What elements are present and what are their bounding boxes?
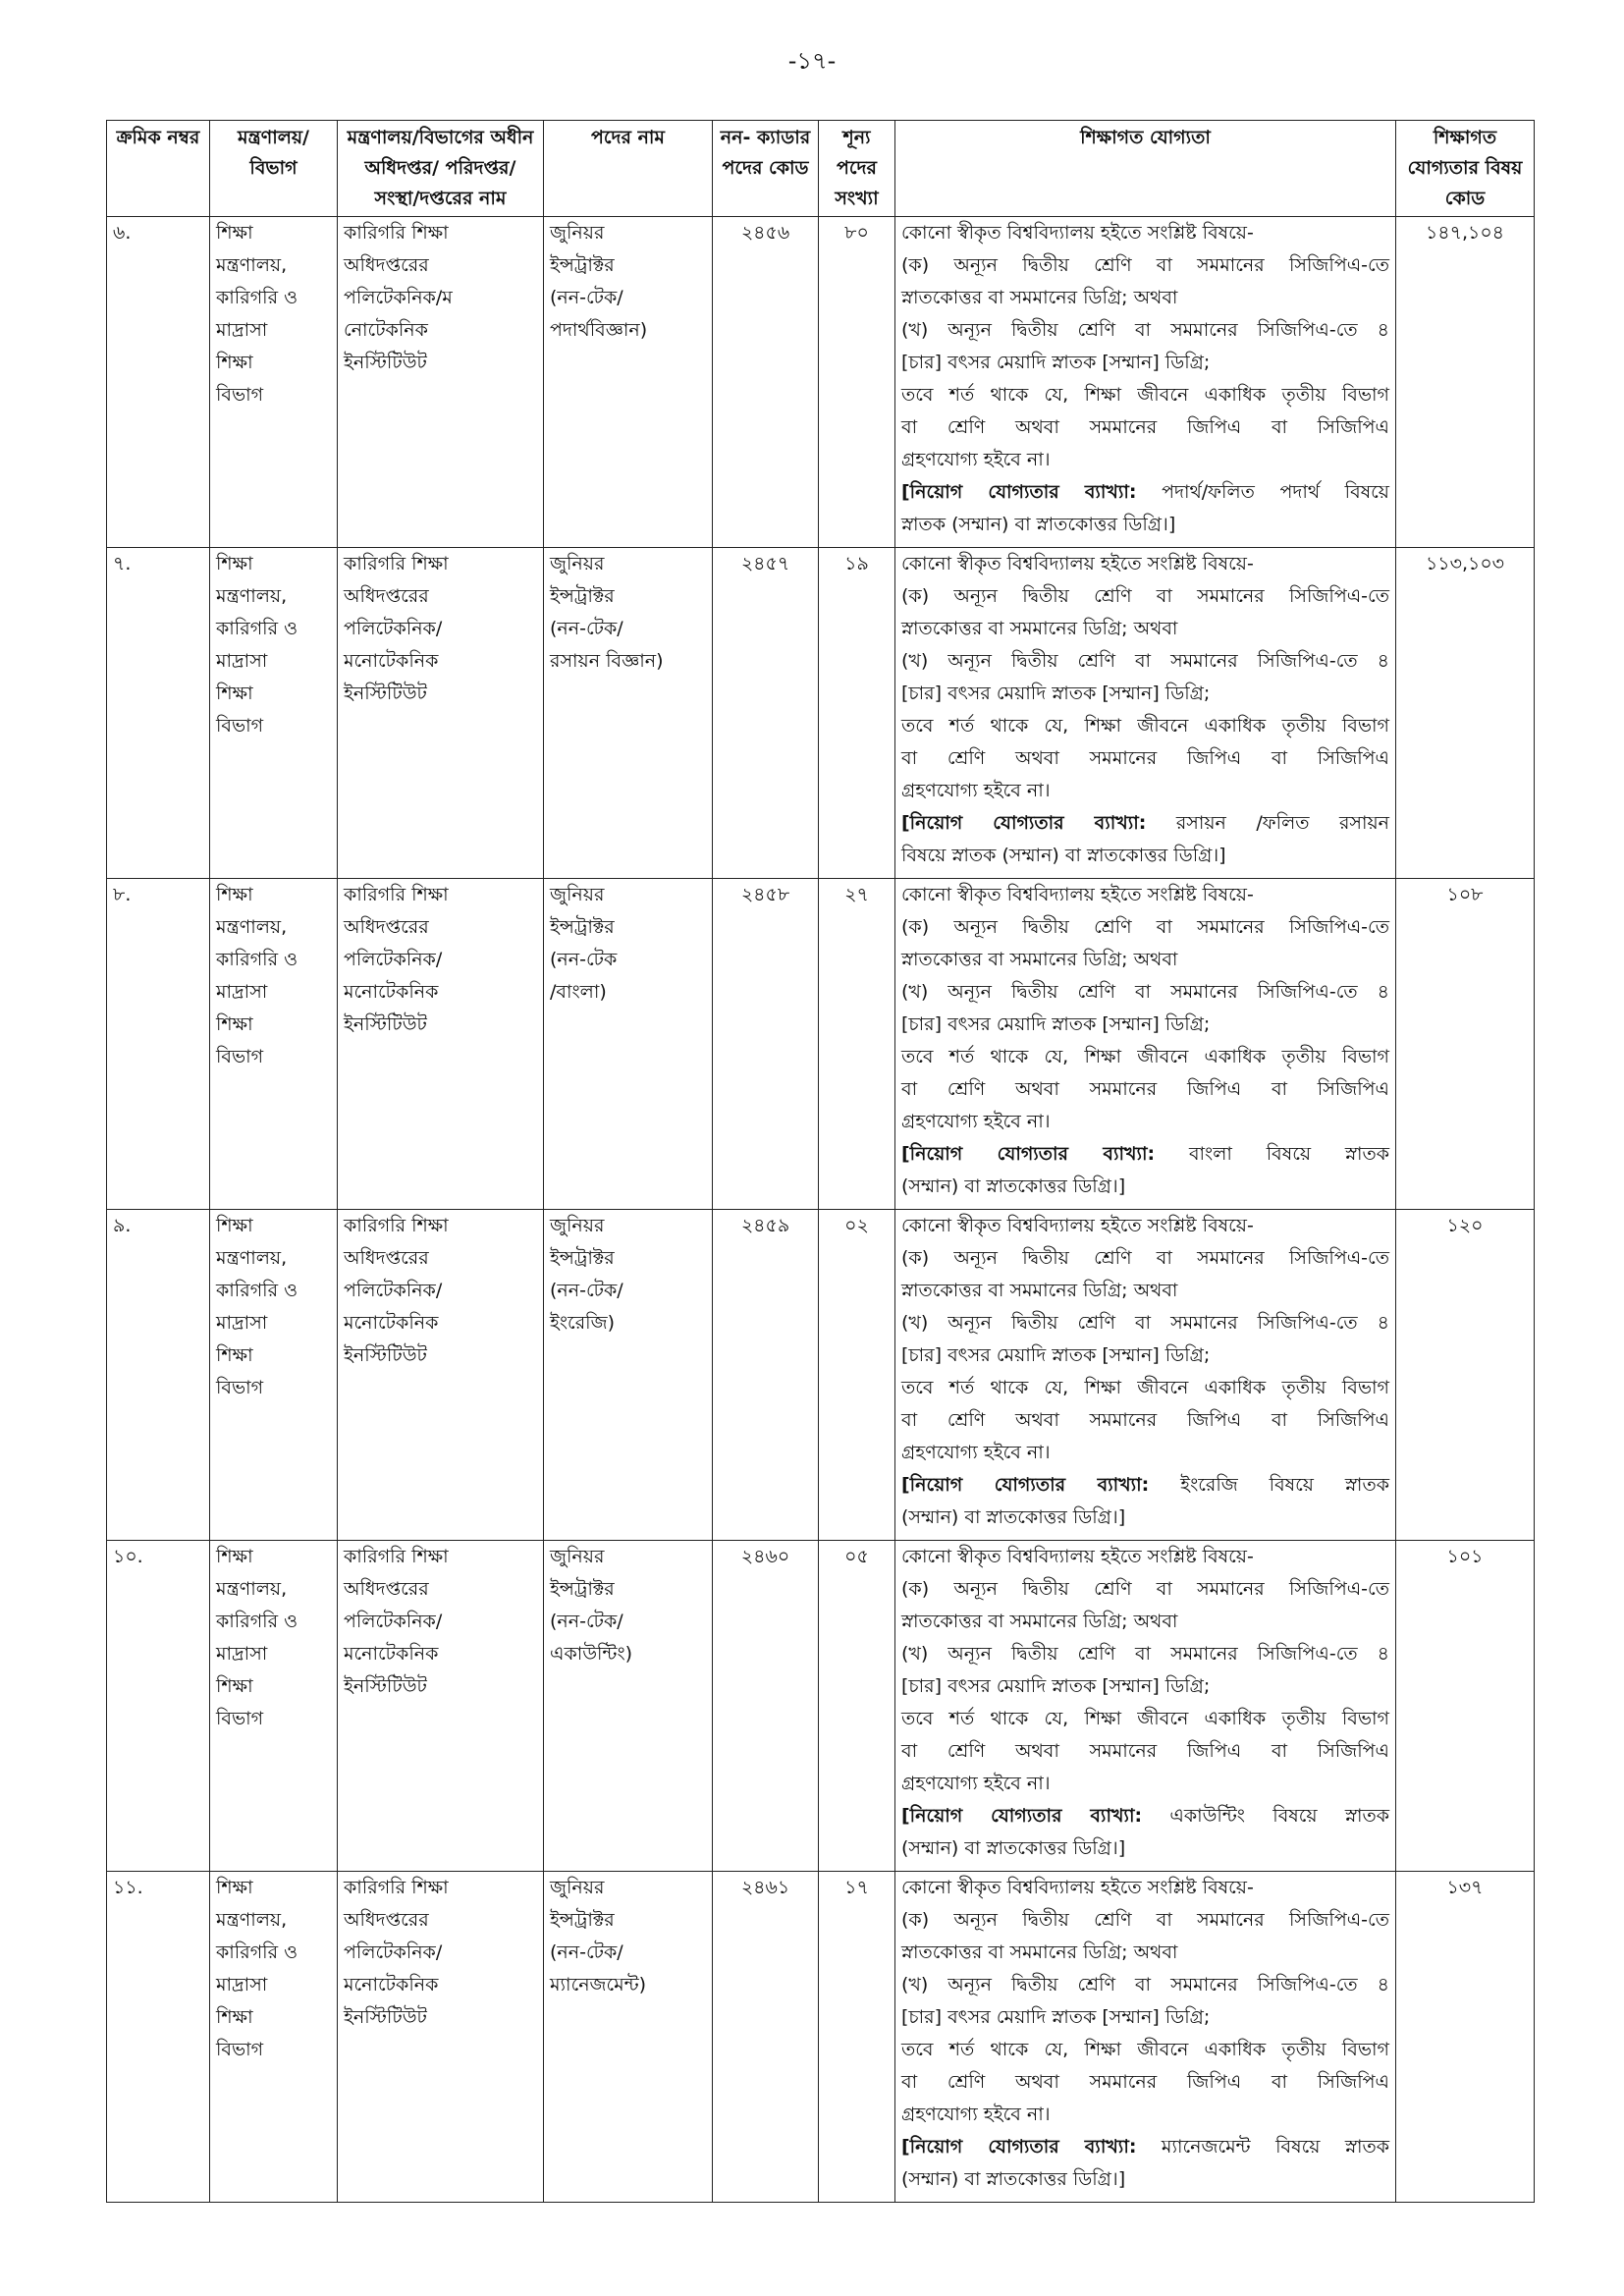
department-line: কারিগরি শিক্ষা bbox=[344, 553, 449, 574]
qualification-line: (খ) অন্যূন দ্বিতীয় শ্রেণি বা সমমানের সিজিপিএ-তে ৪ bbox=[901, 1974, 1389, 1995]
qualification-note-line: (সম্মান) বা স্নাতকোত্তর ডিগ্রি।] bbox=[901, 1837, 1126, 1859]
qualification-line: বা শ্রেণি অথবা সমমানের জিপিএ বা সিজিপিএ bbox=[901, 2071, 1389, 2093]
department-line: কারিগরি শিক্ষা bbox=[344, 1877, 449, 1898]
serial-cell: ৮. bbox=[107, 879, 210, 1210]
ministry-line: মাদ্রাসা bbox=[216, 650, 268, 672]
qualification-line: বা শ্রেণি অথবা সমমানের জিপিএ বা সিজিপিএ bbox=[901, 1409, 1389, 1431]
vacancy-table bbox=[106, 120, 1535, 2203]
department-line: অধিদপ্তরের bbox=[344, 585, 429, 607]
ministry-cell bbox=[210, 548, 338, 879]
ministry-line: শিক্ষা bbox=[216, 1344, 253, 1366]
table-row bbox=[107, 1541, 1535, 1872]
qualification-line: স্নাতকোত্তর বা সমমানের ডিগ্রি; অথবা bbox=[901, 1280, 1178, 1301]
qualification-line: [চার] বৎসর মেয়াদি স্নাতক [সম্মান] ডিগ্রি; bbox=[901, 1344, 1211, 1366]
page-number: -১৭- bbox=[787, 47, 837, 75]
qualification-note-line: (সম্মান) বা স্নাতকোত্তর ডিগ্রি।] bbox=[901, 1506, 1126, 1528]
department-line: ইনস্টিটিউট bbox=[344, 1344, 427, 1366]
qualification-line: বা শ্রেণি অথবা সমমানের জিপিএ বা সিজিপিএ bbox=[901, 416, 1389, 438]
post-code-cell: ২৪৫৮ bbox=[713, 879, 819, 1210]
post-code-cell: ২৪৫৬ bbox=[713, 217, 819, 548]
ministry-line: শিক্ষা bbox=[216, 1215, 253, 1236]
ministry-line: শিক্ষা bbox=[216, 553, 253, 574]
ministry-line: মন্ত্রণালয়, bbox=[216, 585, 288, 607]
qualification-note-line: বিষয়ে স্নাতক (সম্মান) বা স্নাতকোত্তর ডিগ্রি।] bbox=[901, 845, 1226, 866]
qualification-cell bbox=[895, 1210, 1396, 1541]
serial-cell: ৭. bbox=[107, 548, 210, 879]
department-line: মনোটেকনিক bbox=[344, 1974, 439, 1995]
post-code-cell: ২৪৫৯ bbox=[713, 1210, 819, 1541]
note-text: একাউন্টিং বিষয়ে স্নাতক bbox=[1142, 1805, 1390, 1827]
ministry-line: মন্ত্রণালয়, bbox=[216, 1909, 288, 1931]
post-name-line: ইন্সট্রাক্টর bbox=[550, 1578, 615, 1600]
department-line: পলিটেকনিক/ bbox=[344, 618, 443, 639]
qualification-line: স্নাতকোত্তর বা সমমানের ডিগ্রি; অথবা bbox=[901, 949, 1178, 970]
qualification-line: তবে শর্ত থাকে যে, শিক্ষা জীবনে একাধিক তৃতীয় বিভাগ bbox=[901, 2039, 1389, 2060]
subject-code-cell: ১১৩,১০৩ bbox=[1396, 548, 1535, 879]
ministry-line: বিভাগ bbox=[216, 1377, 264, 1398]
department-line: মনোটেকনিক bbox=[344, 981, 439, 1003]
qualification-line: কোনো স্বীকৃত বিশ্ববিদ্যালয় হইতে সংশ্লিষ্ট বিষয়ে- bbox=[901, 1546, 1254, 1567]
qualification-line: কোনো স্বীকৃত বিশ্ববিদ্যালয় হইতে সংশ্লিষ্ট বিষয়ে- bbox=[901, 222, 1254, 244]
ministry-line: কারিগরি ও bbox=[216, 1280, 298, 1301]
qualification-line: গ্রহণযোগ্য হইবে না। bbox=[901, 2104, 1051, 2125]
qualification-note bbox=[901, 807, 1389, 840]
qualification-note-line: (সম্মান) বা স্নাতকোত্তর ডিগ্রি।] bbox=[901, 2168, 1126, 2190]
qualification-line: তবে শর্ত থাকে যে, শিক্ষা জীবনে একাধিক তৃতীয় বিভাগ bbox=[901, 715, 1389, 737]
vacancy-cell: ৮০ bbox=[819, 217, 895, 548]
department-cell bbox=[338, 1210, 544, 1541]
post-name-line: (নন-টেক/ bbox=[550, 618, 623, 639]
post-name-line: রসায়ন বিজ্ঞান) bbox=[550, 650, 664, 672]
subject-code-cell: ১০১ bbox=[1396, 1541, 1535, 1872]
qualification-line: স্নাতকোত্তর বা সমমানের ডিগ্রি; অথবা bbox=[901, 618, 1178, 639]
qualification-line: [চার] বৎসর মেয়াদি স্নাতক [সম্মান] ডিগ্রি; bbox=[901, 1675, 1211, 1697]
qualification-line: (ক) অন্যূন দ্বিতীয় শ্রেণি বা সমমানের সিজিপিএ-তে bbox=[901, 1909, 1389, 1931]
ministry-line: মাদ্রাসা bbox=[216, 1974, 268, 1995]
post-name-line: জুনিয়র bbox=[550, 1877, 605, 1898]
department-line: মনোটেকনিক bbox=[344, 650, 439, 672]
department-line: অধিদপ্তরের bbox=[344, 1247, 429, 1269]
qualification-note bbox=[901, 1800, 1389, 1832]
ministry-line: মন্ত্রণালয়, bbox=[216, 1578, 288, 1600]
ministry-line: মন্ত্রণালয়, bbox=[216, 916, 288, 938]
qualification-line: বা শ্রেণি অথবা সমমানের জিপিএ বা সিজিপিএ bbox=[901, 1078, 1389, 1100]
header-qualification: শিক্ষাগত যোগ্যতা bbox=[895, 121, 1396, 217]
post-name-line: /বাংলা) bbox=[550, 981, 607, 1003]
qualification-cell bbox=[895, 217, 1396, 548]
header-code: নন- ক্যাডার পদের কোড bbox=[713, 121, 819, 217]
qualification-line: তবে শর্ত থাকে যে, শিক্ষা জীবনে একাধিক তৃতীয় বিভাগ bbox=[901, 1708, 1389, 1729]
post-name-line: (নন-টেক/ bbox=[550, 1941, 623, 1963]
post-name-cell bbox=[544, 879, 713, 1210]
note-text: বাংলা বিষয়ে স্নাতক bbox=[1155, 1143, 1389, 1165]
department-line: অধিদপ্তরের bbox=[344, 916, 429, 938]
note-lead: [নিয়োগ যোগ্যতার ব্যাখ্যা: bbox=[901, 1474, 1150, 1496]
qualification-line: তবে শর্ত থাকে যে, শিক্ষা জীবনে একাধিক তৃতীয় বিভাগ bbox=[901, 384, 1389, 406]
ministry-line: শিক্ষা bbox=[216, 683, 253, 704]
department-cell bbox=[338, 217, 544, 548]
table-row bbox=[107, 879, 1535, 1210]
post-code-cell: ২৪৬০ bbox=[713, 1541, 819, 1872]
qualification-line: (ক) অন্যূন দ্বিতীয় শ্রেণি বা সমমানের সিজিপিএ-তে bbox=[901, 585, 1389, 607]
ministry-cell bbox=[210, 1210, 338, 1541]
department-line: ইনস্টিটিউট bbox=[344, 1675, 427, 1697]
qualification-line: স্নাতকোত্তর বা সমমানের ডিগ্রি; অথবা bbox=[901, 1941, 1178, 1963]
department-cell bbox=[338, 548, 544, 879]
header-vacancy: শূন্য পদের সংখ্যা bbox=[819, 121, 895, 217]
department-line: ইনস্টিটিউট bbox=[344, 683, 427, 704]
qualification-note bbox=[901, 1469, 1389, 1502]
post-code-cell: ২৪৬১ bbox=[713, 1872, 819, 2203]
department-line: নোটেকনিক bbox=[344, 319, 428, 341]
department-line: ইনস্টিটিউট bbox=[344, 2006, 427, 2028]
note-lead: [নিয়োগ যোগ্যতার ব্যাখ্যা: bbox=[901, 2136, 1137, 2158]
post-name-line: ম্যানেজমেন্ট) bbox=[550, 1974, 647, 1995]
ministry-line: শিক্ষা bbox=[216, 1546, 253, 1567]
serial-cell: ৯. bbox=[107, 1210, 210, 1541]
qualification-line: গ্রহণযোগ্য হইবে না। bbox=[901, 1111, 1051, 1132]
qualification-line: (খ) অন্যূন দ্বিতীয় শ্রেণি বা সমমানের সিজিপিএ-তে ৪ bbox=[901, 981, 1389, 1003]
post-name-line: (নন-টেক/ bbox=[550, 287, 623, 308]
note-lead: [নিয়োগ যোগ্যতার ব্যাখ্যা: bbox=[901, 1805, 1143, 1827]
ministry-line: মন্ত্রণালয়, bbox=[216, 254, 288, 276]
note-lead: [নিয়োগ যোগ্যতার ব্যাখ্যা: bbox=[901, 812, 1147, 834]
vacancy-cell: ০৫ bbox=[819, 1541, 895, 1872]
qualification-line: কোনো স্বীকৃত বিশ্ববিদ্যালয় হইতে সংশ্লিষ্ট বিষয়ে- bbox=[901, 1877, 1254, 1898]
serial-cell: ১১. bbox=[107, 1872, 210, 2203]
department-line: কারিগরি শিক্ষা bbox=[344, 884, 449, 905]
qualification-cell bbox=[895, 548, 1396, 879]
qualification-line: কোনো স্বীকৃত বিশ্ববিদ্যালয় হইতে সংশ্লিষ্ট বিষয়ে- bbox=[901, 1215, 1254, 1236]
qualification-line: বা শ্রেণি অথবা সমমানের জিপিএ বা সিজিপিএ bbox=[901, 1740, 1389, 1762]
serial-cell: ৬. bbox=[107, 217, 210, 548]
qualification-line: [চার] বৎসর মেয়াদি স্নাতক [সম্মান] ডিগ্রি; bbox=[901, 683, 1211, 704]
ministry-line: শিক্ষা bbox=[216, 884, 253, 905]
qualification-line: (খ) অন্যূন দ্বিতীয় শ্রেণি বা সমমানের সিজিপিএ-তে ৪ bbox=[901, 1643, 1389, 1665]
qualification-line: [চার] বৎসর মেয়াদি স্নাতক [সম্মান] ডিগ্রি; bbox=[901, 1013, 1211, 1035]
department-line: কারিগরি শিক্ষা bbox=[344, 222, 449, 244]
serial-cell: ১০. bbox=[107, 1541, 210, 1872]
post-name-cell bbox=[544, 1872, 713, 2203]
qualification-line: তবে শর্ত থাকে যে, শিক্ষা জীবনে একাধিক তৃতীয় বিভাগ bbox=[901, 1046, 1389, 1067]
ministry-line: শিক্ষা bbox=[216, 222, 253, 244]
post-name-line: জুনিয়র bbox=[550, 222, 605, 244]
post-name-line: ইন্সট্রাক্টর bbox=[550, 1909, 615, 1931]
post-name-line: (নন-টেক/ bbox=[550, 1280, 623, 1301]
post-name-cell bbox=[544, 1541, 713, 1872]
header-serial: ক্রমিক নম্বর bbox=[107, 121, 210, 217]
ministry-line: বিভাগ bbox=[216, 2039, 264, 2060]
ministry-line: কারিগরি ও bbox=[216, 287, 298, 308]
qualification-line: (ক) অন্যূন দ্বিতীয় শ্রেণি বা সমমানের সিজিপিএ-তে bbox=[901, 254, 1389, 276]
department-line: মনোটেকনিক bbox=[344, 1643, 439, 1665]
department-line: পলিটেকনিক/ bbox=[344, 1941, 443, 1963]
post-name-line: জুনিয়র bbox=[550, 553, 605, 574]
qualification-cell bbox=[895, 879, 1396, 1210]
table-header-row bbox=[107, 121, 1535, 217]
ministry-line: শিক্ষা bbox=[216, 1013, 253, 1035]
department-line: পলিটেকনিক/ bbox=[344, 1611, 443, 1632]
ministry-line: বিভাগ bbox=[216, 1708, 264, 1729]
vacancy-cell: ১৭ bbox=[819, 1872, 895, 2203]
ministry-line: শিক্ষা bbox=[216, 2006, 253, 2028]
qualification-line: গ্রহণযোগ্য হইবে না। bbox=[901, 1442, 1051, 1463]
department-line: অধিদপ্তরের bbox=[344, 254, 429, 276]
post-name-line: ইন্সট্রাক্টর bbox=[550, 254, 615, 276]
ministry-line: মন্ত্রণালয়, bbox=[216, 1247, 288, 1269]
qualification-line: (খ) অন্যূন দ্বিতীয় শ্রেণি বা সমমানের সিজিপিএ-তে ৪ bbox=[901, 319, 1389, 341]
qualification-line: [চার] বৎসর মেয়াদি স্নাতক [সম্মান] ডিগ্রি; bbox=[901, 352, 1211, 373]
qualification-line: বা শ্রেণি অথবা সমমানের জিপিএ বা সিজিপিএ bbox=[901, 747, 1389, 769]
subject-code-cell: ১৪৭,১০৪ bbox=[1396, 217, 1535, 548]
post-name-line: ইংরেজি) bbox=[550, 1312, 615, 1334]
subject-code-cell: ১০৮ bbox=[1396, 879, 1535, 1210]
header-post-name: পদের নাম bbox=[544, 121, 713, 217]
post-name-line: জুনিয়র bbox=[550, 1546, 605, 1567]
qualification-line: (ক) অন্যূন দ্বিতীয় শ্রেণি বা সমমানের সিজিপিএ-তে bbox=[901, 1247, 1389, 1269]
ministry-line: শিক্ষা bbox=[216, 1877, 253, 1898]
ministry-cell bbox=[210, 217, 338, 548]
qualification-line: (ক) অন্যূন দ্বিতীয় শ্রেণি বা সমমানের সিজিপিএ-তে bbox=[901, 916, 1389, 938]
qualification-cell bbox=[895, 1541, 1396, 1872]
table-row bbox=[107, 1872, 1535, 2203]
qualification-line: (ক) অন্যূন দ্বিতীয় শ্রেণি বা সমমানের সিজিপিএ-তে bbox=[901, 1578, 1389, 1600]
department-line: পলিটেকনিক/ bbox=[344, 949, 443, 970]
qualification-line: কোনো স্বীকৃত বিশ্ববিদ্যালয় হইতে সংশ্লিষ্ট বিষয়ে- bbox=[901, 884, 1254, 905]
vacancy-cell: ১৯ bbox=[819, 548, 895, 879]
note-text: পদার্থ/ফলিত পদার্থ বিষয়ে bbox=[1136, 481, 1389, 503]
qualification-line: গ্রহণযোগ্য হইবে না। bbox=[901, 780, 1051, 801]
ministry-line: মাদ্রাসা bbox=[216, 319, 268, 341]
qualification-line: স্নাতকোত্তর বা সমমানের ডিগ্রি; অথবা bbox=[901, 1611, 1178, 1632]
post-name-line: ইন্সট্রাক্টর bbox=[550, 1247, 615, 1269]
qualification-note-line: স্নাতক (সম্মান) বা স্নাতকোত্তর ডিগ্রি।] bbox=[901, 514, 1176, 535]
vacancy-cell: ০২ bbox=[819, 1210, 895, 1541]
header-department: মন্ত্রণালয়/বিভাগের অধীন অধিদপ্তর/ পরিদপ্তর/ সংস্থা/দপ্তরের নাম bbox=[338, 121, 544, 217]
note-lead: [নিয়োগ যোগ্যতার ব্যাখ্যা: bbox=[901, 1143, 1156, 1165]
ministry-line: বিভাগ bbox=[216, 1046, 264, 1067]
qualification-line: কোনো স্বীকৃত বিশ্ববিদ্যালয় হইতে সংশ্লিষ্ট বিষয়ে- bbox=[901, 553, 1254, 574]
header-ministry: মন্ত্রণালয়/ বিভাগ bbox=[210, 121, 338, 217]
department-line: অধিদপ্তরের bbox=[344, 1578, 429, 1600]
ministry-cell bbox=[210, 1872, 338, 2203]
ministry-line: বিভাগ bbox=[216, 384, 264, 406]
department-line: পলিটেকনিক/ bbox=[344, 1280, 443, 1301]
department-line: পলিটেকনিক/ম bbox=[344, 287, 453, 308]
department-line: মনোটেকনিক bbox=[344, 1312, 439, 1334]
ministry-line: মাদ্রাসা bbox=[216, 1643, 268, 1665]
ministry-line: কারিগরি ও bbox=[216, 1611, 298, 1632]
qualification-line: (খ) অন্যূন দ্বিতীয় শ্রেণি বা সমমানের সিজিপিএ-তে ৪ bbox=[901, 650, 1389, 672]
department-line: ইনস্টিটিউট bbox=[344, 352, 427, 373]
department-cell bbox=[338, 1541, 544, 1872]
qualification-note-line: (সম্মান) বা স্নাতকোত্তর ডিগ্রি।] bbox=[901, 1175, 1126, 1197]
department-line: কারিগরি শিক্ষা bbox=[344, 1546, 449, 1567]
ministry-line: কারিগরি ও bbox=[216, 949, 298, 970]
note-text: ইংরেজি বিষয়ে স্নাতক bbox=[1149, 1474, 1389, 1496]
post-name-line: জুনিয়র bbox=[550, 884, 605, 905]
ministry-line: শিক্ষা bbox=[216, 352, 253, 373]
subject-code-cell: ১৩৭ bbox=[1396, 1872, 1535, 2203]
department-line: ইনস্টিটিউট bbox=[344, 1013, 427, 1035]
post-name-line: একাউন্টিং) bbox=[550, 1643, 633, 1665]
post-name-cell bbox=[544, 1210, 713, 1541]
post-name-cell bbox=[544, 548, 713, 879]
ministry-cell bbox=[210, 1541, 338, 1872]
ministry-line: মাদ্রাসা bbox=[216, 981, 268, 1003]
ministry-line: কারিগরি ও bbox=[216, 1941, 298, 1963]
qualification-line: স্নাতকোত্তর বা সমমানের ডিগ্রি; অথবা bbox=[901, 287, 1178, 308]
qualification-line: তবে শর্ত থাকে যে, শিক্ষা জীবনে একাধিক তৃতীয় বিভাগ bbox=[901, 1377, 1389, 1398]
post-name-line: (নন-টেক/ bbox=[550, 1611, 623, 1632]
department-cell bbox=[338, 879, 544, 1210]
department-line: কারিগরি শিক্ষা bbox=[344, 1215, 449, 1236]
qualification-note bbox=[901, 2131, 1389, 2163]
qualification-line: গ্রহণযোগ্য হইবে না। bbox=[901, 1773, 1051, 1794]
ministry-line: মাদ্রাসা bbox=[216, 1312, 268, 1334]
note-text: ম্যানেজমেন্ট বিষয়ে স্নাতক bbox=[1136, 2136, 1390, 2158]
qualification-line: [চার] বৎসর মেয়াদি স্নাতক [সম্মান] ডিগ্রি; bbox=[901, 2006, 1211, 2028]
qualification-line: গ্রহণযোগ্য হইবে না। bbox=[901, 449, 1051, 470]
qualification-note bbox=[901, 476, 1389, 509]
post-name-line: পদার্থবিজ্ঞান) bbox=[550, 319, 648, 341]
department-line: অধিদপ্তরের bbox=[344, 1909, 429, 1931]
qualification-line: (খ) অন্যূন দ্বিতীয় শ্রেণি বা সমমানের সিজিপিএ-তে ৪ bbox=[901, 1312, 1389, 1334]
note-text: রসায়ন /ফলিত রসায়ন bbox=[1146, 812, 1389, 834]
post-code-cell: ২৪৫৭ bbox=[713, 548, 819, 879]
department-cell bbox=[338, 1872, 544, 2203]
table-row bbox=[107, 548, 1535, 879]
table-row bbox=[107, 1210, 1535, 1541]
qualification-cell bbox=[895, 1872, 1396, 2203]
qualification-note bbox=[901, 1138, 1389, 1171]
vacancy-cell: ২৭ bbox=[819, 879, 895, 1210]
ministry-cell bbox=[210, 879, 338, 1210]
ministry-line: শিক্ষা bbox=[216, 1675, 253, 1697]
ministry-line: বিভাগ bbox=[216, 715, 264, 737]
post-name-line: (নন-টেক bbox=[550, 949, 618, 970]
post-name-line: ইন্সট্রাক্টর bbox=[550, 585, 615, 607]
ministry-line: কারিগরি ও bbox=[216, 618, 298, 639]
post-name-cell bbox=[544, 217, 713, 548]
post-name-line: জুনিয়র bbox=[550, 1215, 605, 1236]
header-subject-code: শিক্ষাগত যোগ্যতার বিষয় কোড bbox=[1396, 121, 1535, 217]
post-name-line: ইন্সট্রাক্টর bbox=[550, 916, 615, 938]
note-lead: [নিয়োগ যোগ্যতার ব্যাখ্যা: bbox=[901, 481, 1137, 503]
table-row bbox=[107, 217, 1535, 548]
subject-code-cell: ১২০ bbox=[1396, 1210, 1535, 1541]
